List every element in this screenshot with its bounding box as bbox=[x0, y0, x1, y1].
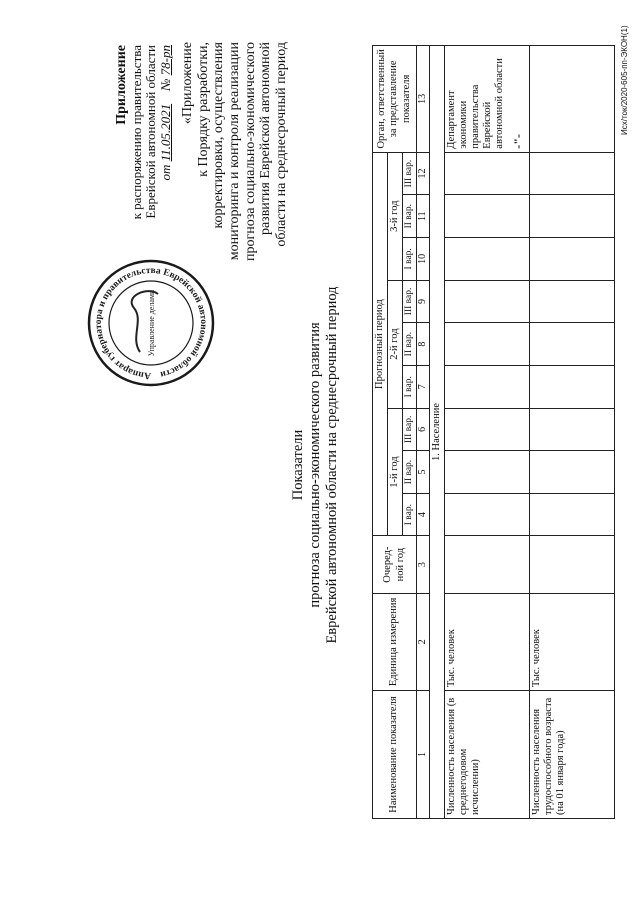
column-number: 10 bbox=[417, 238, 430, 281]
number-prefix: № bbox=[157, 78, 173, 91]
appendix-block bbox=[114, 45, 173, 260]
title-line-2: прогноза социально-экономического развития bbox=[307, 322, 324, 608]
appendix-line-2: к распоряжению правительства bbox=[128, 45, 144, 220]
row-cell bbox=[444, 493, 529, 536]
header-variant: II вар. bbox=[403, 195, 417, 238]
header-variant: I вар. bbox=[403, 493, 417, 536]
row-cell bbox=[529, 451, 614, 494]
title-line-3: Еврейской автономной области на среднесрочный период bbox=[324, 286, 341, 644]
row-unit: Тыс. человек bbox=[529, 593, 614, 690]
table-row bbox=[529, 46, 614, 819]
header-variant: III вар. bbox=[403, 408, 417, 451]
column-number: 7 bbox=[417, 365, 430, 408]
column-number: 13 bbox=[417, 46, 430, 153]
row-organ bbox=[529, 46, 614, 153]
seal-ring-text: Аппарат губернатора и правительства Еврейской автономной области bbox=[93, 265, 209, 381]
order-line: к Порядку разработки, bbox=[195, 42, 211, 177]
title-line-1: Показатели bbox=[290, 429, 306, 501]
row-cell bbox=[444, 536, 529, 593]
row-cell bbox=[529, 238, 614, 281]
row-cell bbox=[529, 195, 614, 238]
appendix-date: 11.05.2021 bbox=[157, 103, 173, 162]
indicators-table bbox=[372, 45, 615, 819]
column-number-row bbox=[417, 46, 430, 819]
column-number: 6 bbox=[417, 408, 430, 451]
seal-center-text: Управление делами bbox=[147, 289, 156, 357]
order-line: корректировки, осуществления bbox=[211, 42, 227, 229]
header-variant: II вар. bbox=[403, 323, 417, 366]
column-number: 11 bbox=[417, 195, 430, 238]
table-row bbox=[444, 46, 529, 819]
section-row bbox=[429, 46, 444, 819]
row-cell bbox=[529, 152, 614, 195]
header-next-year: Очеред-ной год bbox=[373, 536, 417, 593]
column-number: 5 bbox=[417, 451, 430, 494]
column-number: 3 bbox=[417, 536, 430, 593]
header-forecast: Прогнозный период bbox=[373, 152, 388, 536]
order-reference bbox=[180, 42, 290, 292]
header-variant: III вар. bbox=[403, 280, 417, 323]
row-cell bbox=[444, 152, 529, 195]
row-cell bbox=[444, 365, 529, 408]
footer-code: Исх/ток/2020-605-пп-ЭКОН(1) bbox=[620, 25, 629, 135]
row-cell bbox=[444, 280, 529, 323]
row-cell bbox=[529, 365, 614, 408]
row-cell bbox=[529, 280, 614, 323]
column-number: 2 bbox=[417, 593, 430, 690]
section-title: 1. Население bbox=[429, 46, 444, 819]
header-name: Наименование показателя bbox=[373, 691, 417, 819]
row-cell bbox=[444, 323, 529, 366]
order-line: прогноза социально-экономического bbox=[242, 42, 258, 262]
row-cell bbox=[444, 451, 529, 494]
appendix-line-3: Еврейской автономной области bbox=[143, 45, 159, 219]
row-name: Численность населения трудоспособного возраста (на 01 января года) bbox=[529, 691, 614, 819]
header-year-3: 3-й год bbox=[388, 152, 403, 280]
order-line: области на среднесрочный период bbox=[274, 42, 290, 247]
row-cell bbox=[444, 238, 529, 281]
appendix-label: Приложение bbox=[114, 45, 129, 125]
header-organ: Орган, ответственный за представление показателя bbox=[373, 46, 417, 153]
row-cell bbox=[529, 536, 614, 593]
document-title bbox=[290, 205, 341, 725]
appendix-number: 78-рп bbox=[157, 45, 173, 76]
column-number: 9 bbox=[417, 280, 430, 323]
order-line: «Приложение bbox=[180, 42, 195, 125]
header-variant: III вар. bbox=[403, 152, 417, 195]
header-year-1: 1-й год bbox=[388, 408, 403, 536]
order-line: мониторинга и контроля реализации bbox=[227, 42, 243, 261]
column-number: 1 bbox=[417, 691, 430, 819]
row-cell bbox=[444, 408, 529, 451]
row-name: Численность населения (в среднегодовом исчислении) bbox=[444, 691, 529, 819]
header-variant: II вар. bbox=[403, 451, 417, 494]
header-variant: I вар. bbox=[403, 238, 417, 281]
appendix-date-line bbox=[159, 45, 174, 260]
date-prefix: от bbox=[157, 164, 173, 181]
column-number: 8 bbox=[417, 323, 430, 366]
row-cell bbox=[529, 323, 614, 366]
header-year-2: 2-й год bbox=[388, 280, 403, 408]
order-line: развития Еврейской автономной bbox=[258, 42, 274, 236]
ditto-mark: -"- bbox=[510, 134, 525, 149]
row-cell bbox=[529, 493, 614, 536]
header-unit: Единица измерения bbox=[373, 593, 417, 690]
row-cell bbox=[444, 195, 529, 238]
column-number: 4 bbox=[417, 493, 430, 536]
organ-text: Департамент экономики правительства Еврейской автономной области bbox=[445, 58, 505, 149]
header-variant: I вар. bbox=[403, 365, 417, 408]
row-organ bbox=[444, 46, 529, 153]
column-number: 12 bbox=[417, 152, 430, 195]
row-unit: Тыс. человек bbox=[444, 593, 529, 690]
row-cell bbox=[529, 408, 614, 451]
